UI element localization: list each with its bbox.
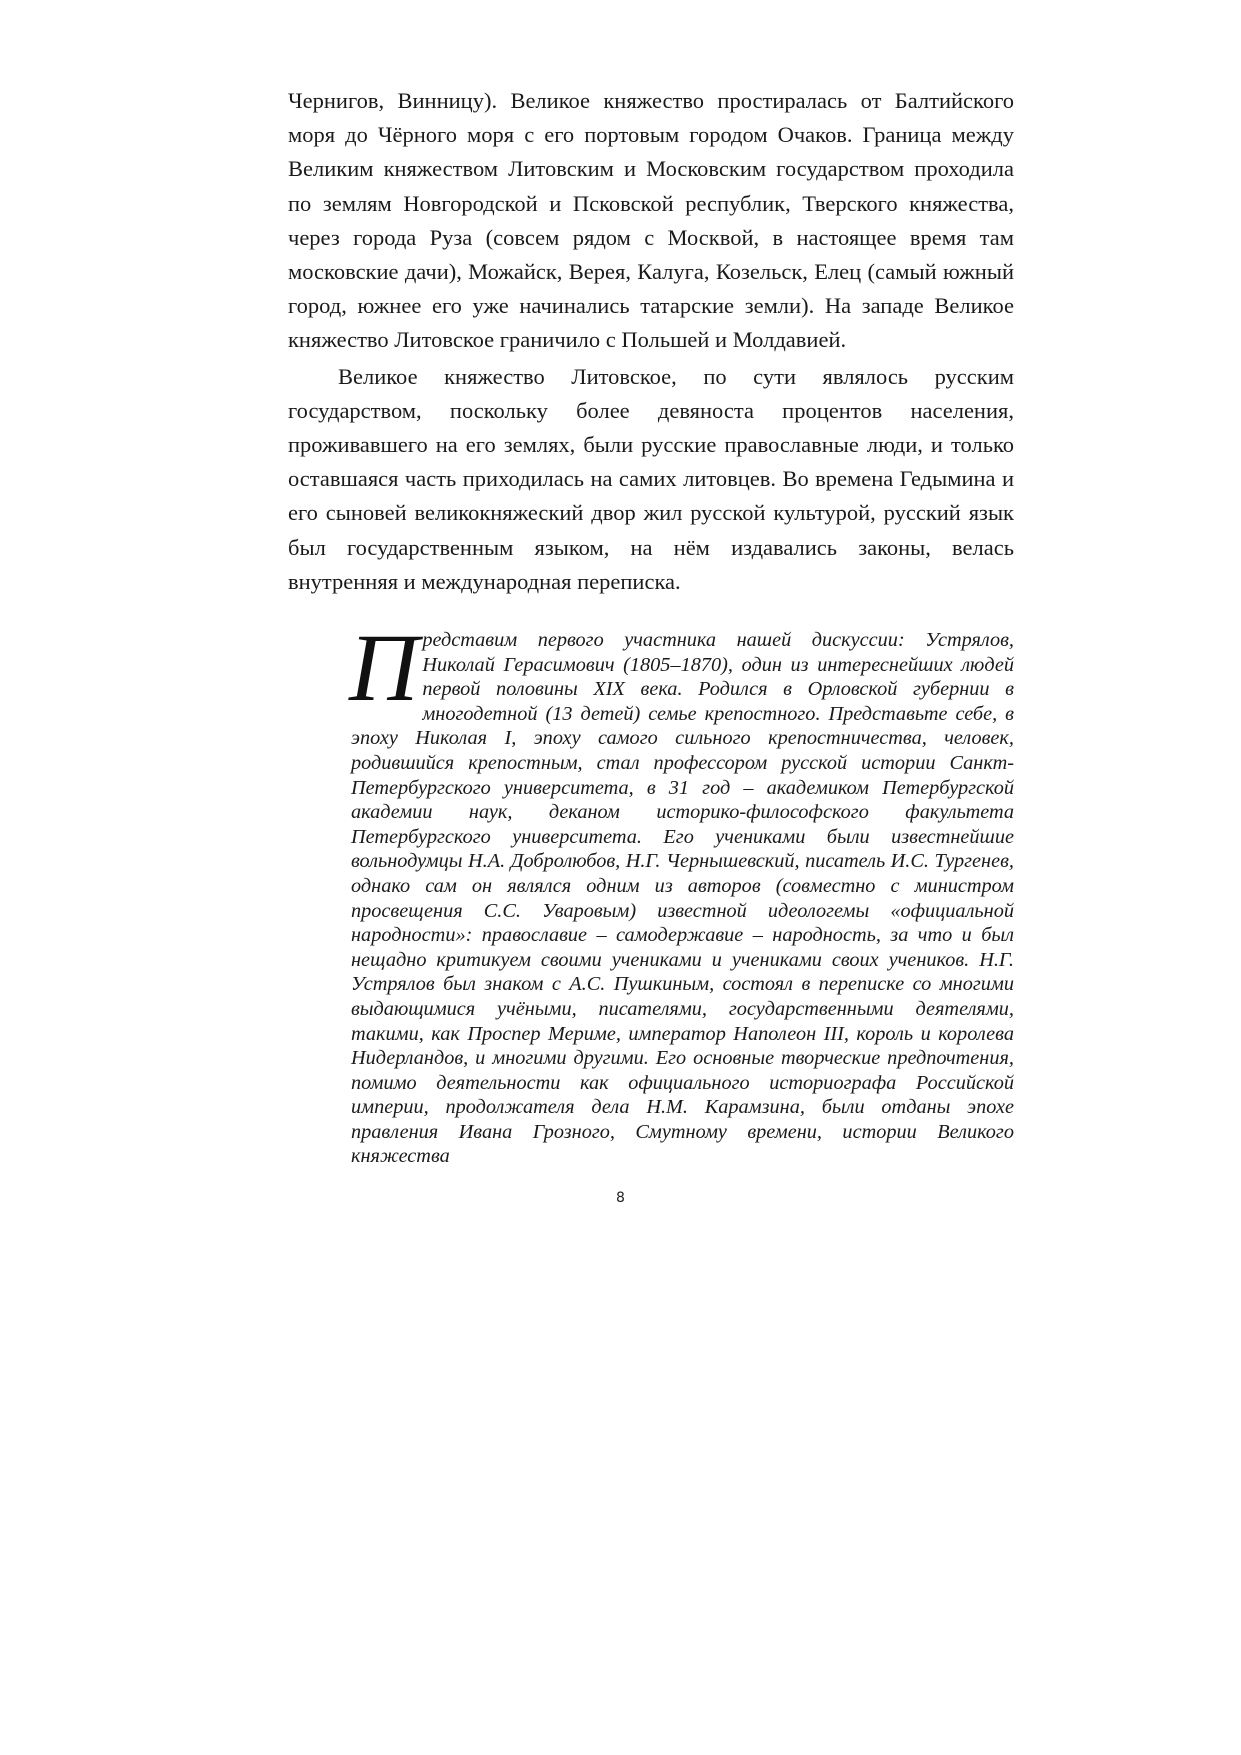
page-number: 8 (616, 1190, 625, 1206)
inset-paragraph (349, 614, 1014, 1169)
paragraph-2: Великое княжество Литовское, по сути являлось русским государством, поскольку более девяноста процентов населения, проживавшего на его землях, были русские православные люди, и только оставшаяся часть приходилась на самих литовцев. Во времена Гедымина и его сыновей великокняжеский двор жил русской культурой, русский язык был государственным языком, на нём издавались законы, велась внутренняя и международная переписка. (288, 363, 1014, 594)
biography-inset (349, 614, 1014, 1169)
drop-cap: П (349, 614, 419, 721)
inset-text: редставим первого участника нашей дискуссии: Устрялов, Николай Герасимович (1805–1870), один из интереснейших людей первой половины XIX века. Родился в Орловской губернии в многодетной (13 детей) семье крепостного. Представьте себе, в эпоху Николая I, эпоху самого сильного крепостничества, человек, родившийся крепостным, стал профессором русской истории Санкт-Петербургского университета, в 31 год – академиком Петербургской академии наук, деканом историко-философского факультета Петербургского университета. Его учениками были известнейшие вольнодумцы Н.А. Добролюбов, Н.Г. Чернышевский, писатель И.С. Тургенев, однако сам он являлся одним из авторов (совместно с министром просвещения С.С. Уваровым) известной идеологемы «официальной народности»: православие – самодержавие – народность, за что и был нещадно критикуем своими учениками и учениками своих учеников. Н.Г. Устрялов был знаком с А.С. Пушкиным, состоял в переписке со многими выдающимися учёными, писателями, государственными деятелями, такими, как Проспер Мериме, император Наполеон III, король и королева Нидерландов, и многими другими. Его основные творческие предпочтения, помимо деятельности как официального историографа Российской империи, продолжателя дела Н.М. Карамзина, были отданы эпохе правления Ивана Грозного, Смутному времени, истории Великого княжества (351, 629, 1014, 1168)
main-text-block (288, 84, 1014, 601)
paragraph-1: Чернигов, Винницу). Великое княжество простиралась от Балтийского моря до Чёрного моря с его портовым городом Очаков. Граница между Великим княжеством Литовским и Московским государством проходила по землям Новгородской и Псковской республик, Тверского княжества, через города Руза (совсем рядом с Москвой, в настоящее время там московские дачи), Можайск, Верея, Калуга, Козельск, Елец (самый южный город, южнее его уже начинались татарские земли). На западе Великое княжество Литовское граничило с Польшей и Молдавией. (288, 88, 1014, 353)
